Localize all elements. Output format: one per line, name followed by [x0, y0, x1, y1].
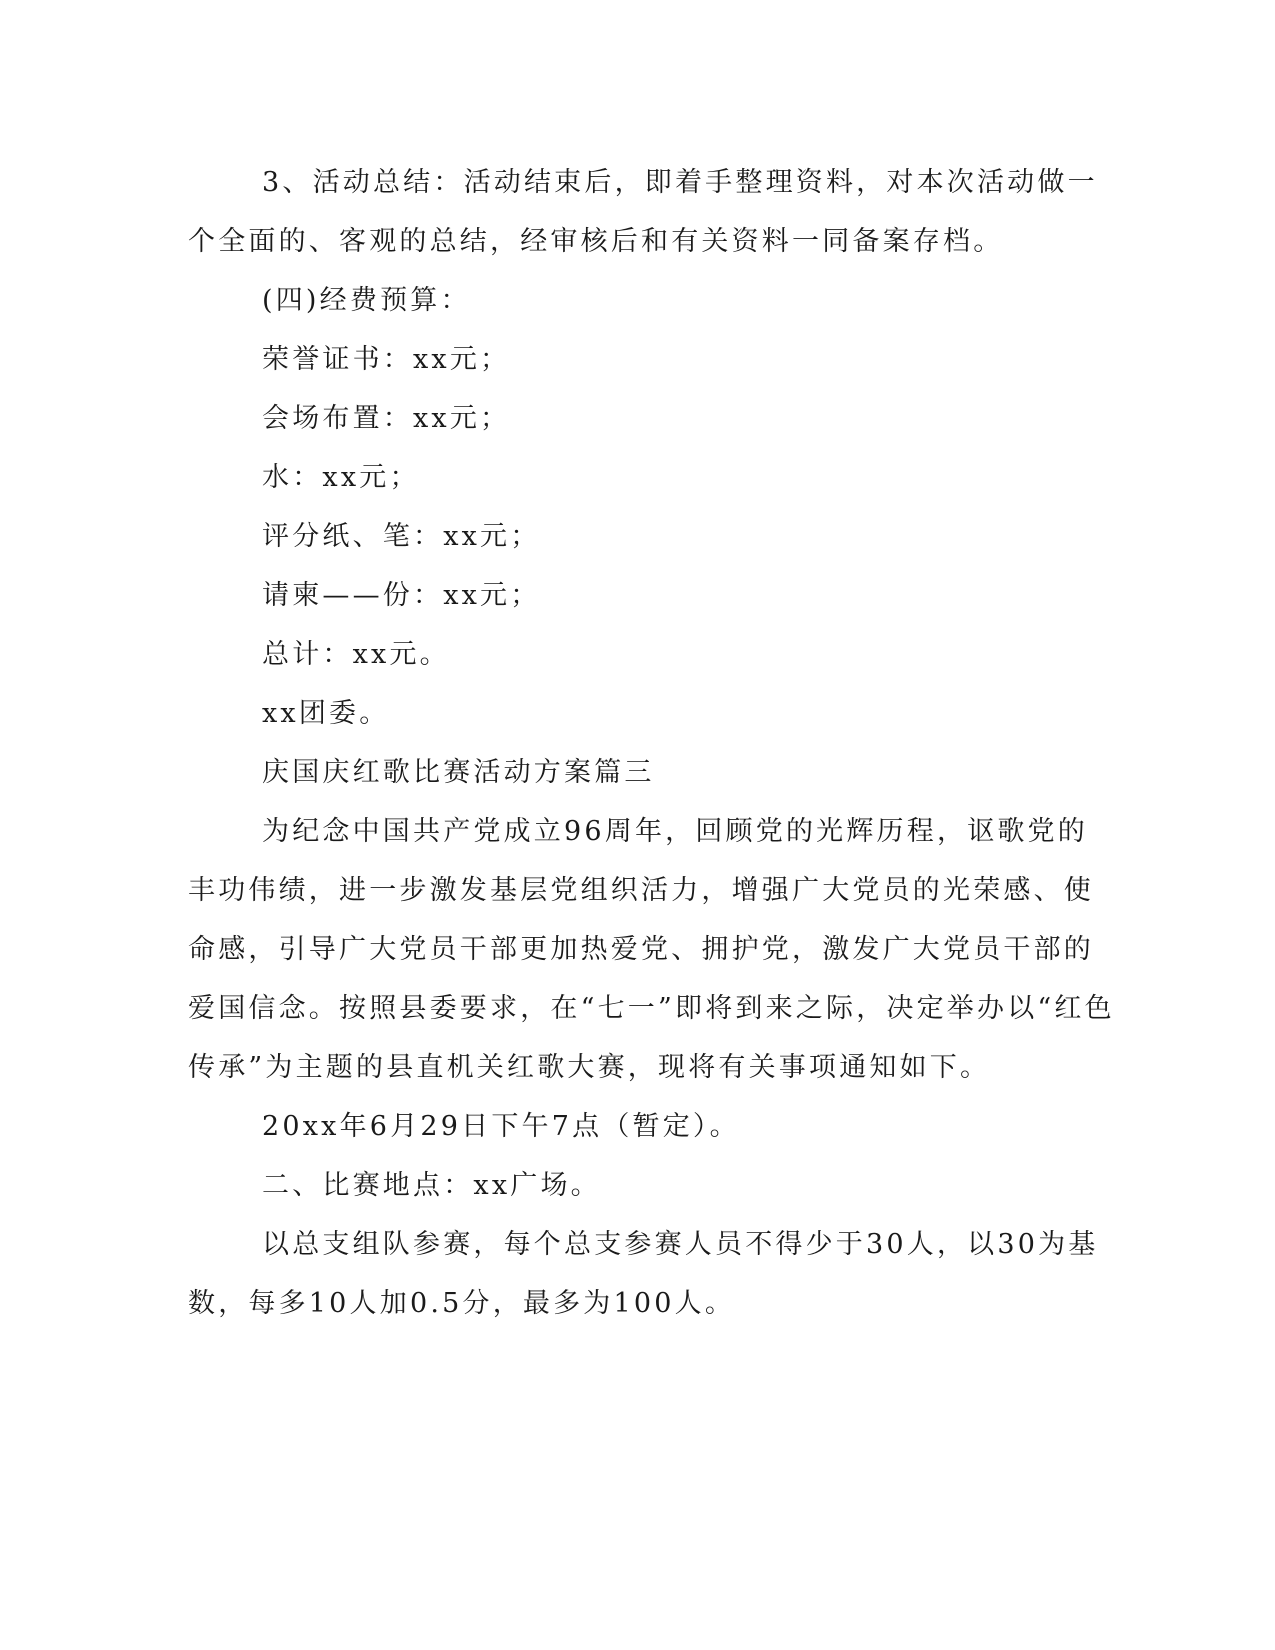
intro-line-1: 为纪念中国共产党成立96周年，回顾党的光辉历程，讴歌党的: [262, 816, 1088, 847]
intro-line-5: 传承”为主题的县直机关红歌大赛，现将有关事项通知如下。: [188, 1052, 991, 1083]
event-time: 20xx年6月29日下午7点（暂定）。: [262, 1111, 740, 1142]
budget-item-invitations: 请柬——份：xx元；: [262, 580, 541, 611]
participation-line-1: 以总支组队参赛，每个总支参赛人员不得少于30人，以30为基: [262, 1229, 1099, 1260]
budget-item-water: 水：xx元；: [262, 462, 420, 493]
budget-heading: (四)经费预算：: [262, 285, 471, 316]
summary-line-1: 3、活动总结：活动结束后，即着手整理资料，对本次活动做一: [262, 167, 1098, 198]
budget-item-scoring: 评分纸、笔：xx元；: [262, 521, 541, 552]
budget-item-venue: 会场布置：xx元；: [262, 403, 511, 434]
intro-line-4: 爱国信念。按照县委要求，在“七一”即将到来之际，决定举办以“红色: [188, 993, 1115, 1024]
section-title: 庆国庆红歌比赛活动方案篇三: [262, 757, 655, 788]
intro-line-3: 命感，引导广大党员干部更加热爱党、拥护党，激发广大党员干部的: [188, 934, 1094, 965]
signature-line: xx团委。: [262, 698, 390, 729]
summary-line-2: 个全面的、客观的总结，经审核后和有关资料一同备案存档。: [188, 226, 1004, 257]
participation-line-2: 数，每多10人加0.5分，最多为100人。: [188, 1288, 736, 1319]
budget-total: 总计：xx元。: [262, 639, 450, 670]
budget-item-certificates: 荣誉证书：xx元；: [262, 344, 511, 375]
intro-line-2: 丰功伟绩，进一步激发基层党组织活力，增强广大党员的光荣感、使: [188, 875, 1094, 906]
event-location: 二、比赛地点：xx广场。: [262, 1170, 601, 1201]
